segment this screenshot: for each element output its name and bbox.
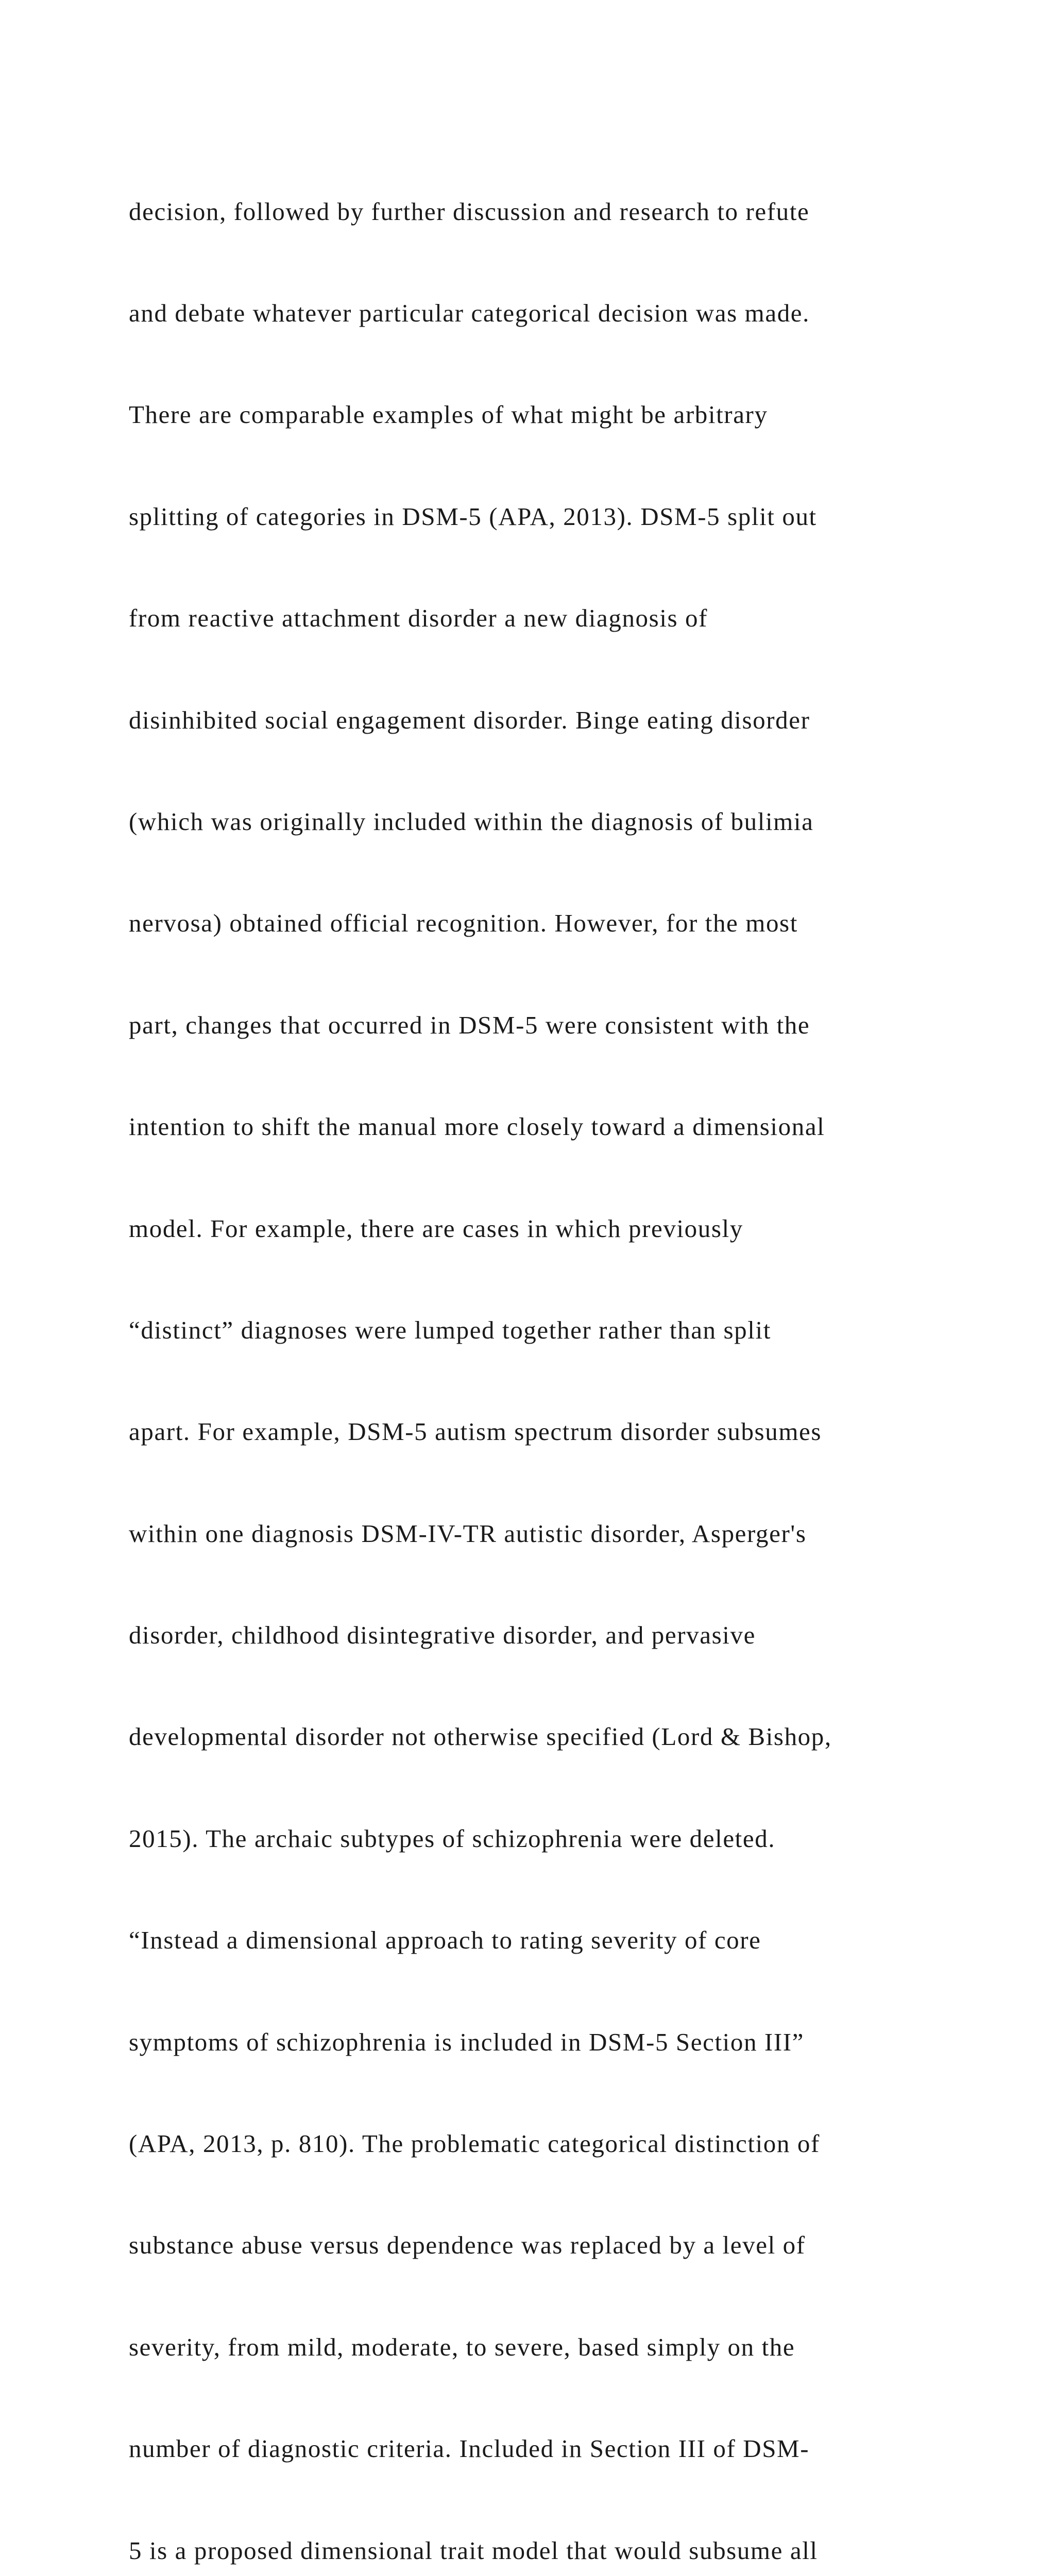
text-line: intention to shift the manual more closely toward a dimensional <box>129 1112 825 1141</box>
text-line: part, changes that occurred in DSM-5 were consistent with the <box>129 1010 810 1039</box>
text-line: splitting of categories in DSM-5 (APA, 2013). DSM-5 split out <box>129 502 817 531</box>
text-line: (APA, 2013, p. 810). The problematic categorical distinction of <box>129 2129 820 2158</box>
text-line: There are comparable examples of what might be arbitrary <box>129 400 768 429</box>
text-line: nervosa) obtained official recognition. However, for the most <box>129 909 798 938</box>
text-line: “distinct” diagnoses were lumped together rather than split <box>129 1315 771 1344</box>
text-line: developmental disorder not otherwise specified (Lord & Bishop, <box>129 1722 832 1751</box>
text-line: model. For example, there are cases in which previously <box>129 1214 743 1243</box>
text-line: 5 is a proposed dimensional trait model that would subsume all <box>129 2536 818 2565</box>
text-line: and debate whatever particular categorical decision was made. <box>129 298 810 327</box>
text-line: disinhibited social engagement disorder. Binge eating disorder <box>129 705 810 734</box>
text-line: from reactive attachment disorder a new diagnosis of <box>129 604 708 633</box>
text-line: apart. For example, DSM-5 autism spectrum disorder subsumes <box>129 1417 822 1446</box>
text-line: disorder, childhood disintegrative disorder, and pervasive <box>129 1621 756 1650</box>
body-text <box>129 127 1005 2576</box>
text-line: “Instead a dimensional approach to rating severity of core <box>129 1926 761 1955</box>
text-line: decision, followed by further discussion and research to refute <box>129 197 810 226</box>
text-line: severity, from mild, moderate, to severe, based simply on the <box>129 2332 795 2361</box>
text-line: within one diagnosis DSM-IV-TR autistic disorder, Asperger's <box>129 1519 807 1548</box>
text-line: 2015). The archaic subtypes of schizophrenia were deleted. <box>129 1824 776 1853</box>
text-line: (which was originally included within the diagnosis of bulimia <box>129 807 814 836</box>
text-line: number of diagnostic criteria. Included in Section III of DSM- <box>129 2434 810 2463</box>
text-line: substance abuse versus dependence was replaced by a level of <box>129 2231 806 2260</box>
text-line: symptoms of schizophrenia is included in DSM-5 Section III” <box>129 2027 805 2056</box>
